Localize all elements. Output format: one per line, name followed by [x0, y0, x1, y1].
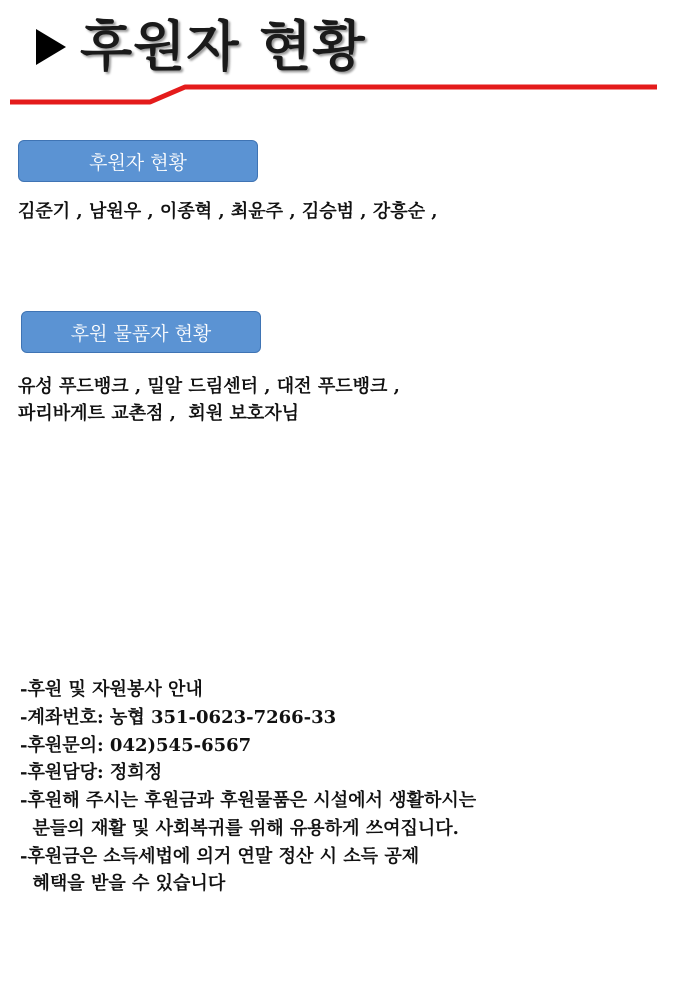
info-line-usage-2: 분들의 재활 및 사회복귀를 위해 유용하게 쓰여집니다.: [20, 818, 459, 839]
goods-donor-line-1: 유성 푸드뱅크 , 밀알 드림센터 , 대전 푸드뱅크 ,: [18, 376, 400, 397]
info-line-contact-person: -후원담당: 정희정: [20, 762, 163, 783]
section-label-donors: 후원자 현황: [18, 140, 258, 182]
info-line-tax-1: -후원금은 소득세법에 의거 연말 정산 시 소득 공제: [20, 846, 420, 867]
goods-donor-line-2: 파리바게트 교촌점 , 회원 보호자님: [18, 403, 300, 424]
info-line-usage-1: -후원해 주시는 후원금과 후원물품은 시설에서 생활하시는: [20, 790, 477, 811]
play-arrow-icon: [36, 29, 66, 65]
info-line-inquiry: -후원문의: 042)545-6567: [20, 735, 252, 756]
title-underline: [0, 80, 692, 110]
info-line-account: -계좌번호: 농협 351-0623-7266-33: [20, 707, 337, 728]
page-header: [36, 12, 366, 82]
info-line-tax-2: 혜택을 받을 수 있습니다: [20, 873, 226, 894]
donor-names: 김준기 , 남원우 , 이종혁 , 최윤주 , 김승범 , 강흥순 ,: [18, 201, 438, 222]
section-label-goods-donors: 후원 물품자 현황: [21, 311, 261, 353]
info-line-guide: -후원 및 자원봉사 안내: [20, 679, 203, 700]
page-title: 후원자 현황: [80, 15, 366, 78]
